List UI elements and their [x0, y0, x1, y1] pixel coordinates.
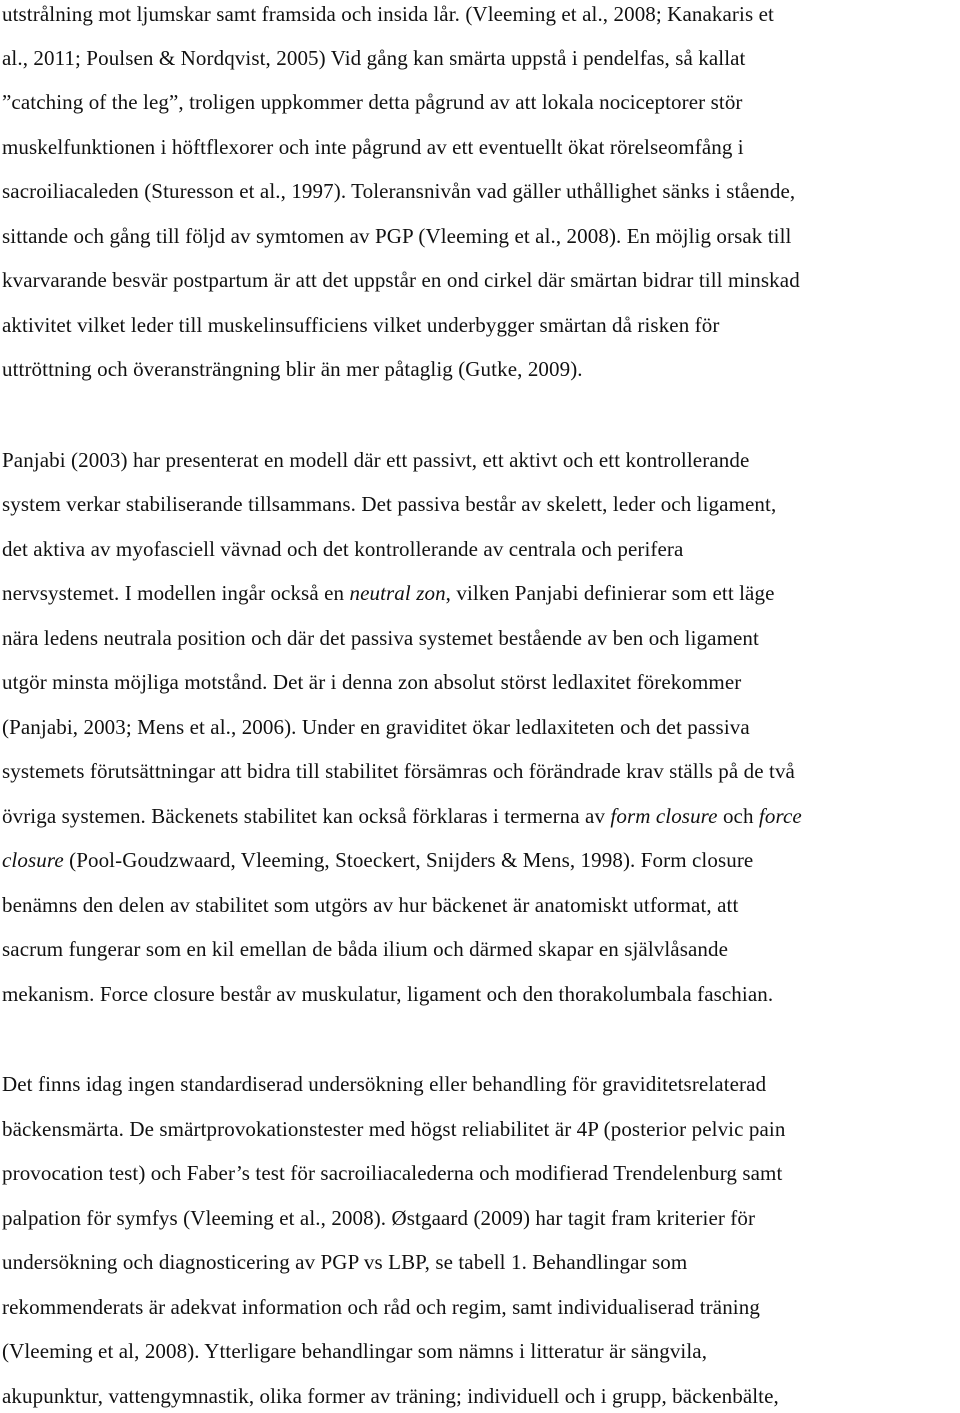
text-line: ”catching of the leg”, troligen uppkommer detta pågrund av att lokala nociceptorer stör	[2, 90, 743, 114]
text-line: system verkar stabiliserande tillsammans. Det passiva består av skelett, leder och ligament,	[2, 492, 777, 516]
text-line: utgör minsta möjliga motstånd. Det är i denna zon absolut störst ledlaxitet förekommer	[2, 670, 742, 694]
italic-term: force	[758, 804, 802, 828]
text-line: rekommenderats är adekvat information och råd och regim, samt individualiserad träning	[2, 1295, 760, 1319]
text-line: bäckensmärta. De smärtprovokationstester med högst reliabilitet är 4P (posterior pelvic pain	[2, 1117, 786, 1141]
italic-term: neutral zon	[349, 581, 446, 605]
italic-term: closure	[2, 848, 64, 872]
text-line: uttröttning och överansträngning blir än mer påtaglig (Gutke, 2009).	[2, 357, 583, 381]
text-line: kvarvarande besvär postpartum är att det uppstår en ond cirkel där smärtan bidrar till minskad	[2, 268, 800, 292]
text-line: Panjabi (2003) har presenterat en modell där ett passivt, ett aktivt och ett kontrollerande	[2, 448, 750, 472]
text-run: och	[717, 804, 759, 828]
text-run: nervsystemet. I modellen ingår också en	[2, 581, 350, 605]
text-line: akupunktur, vattengymnastik, olika former av träning; individuell och i grupp, bäckenbälte,	[2, 1384, 779, 1408]
text-line: aktivitet vilket leder till muskelinsufficiens vilket underbygger smärtan då risken för	[2, 313, 720, 337]
text-run: (Pool-Goudzwaard, Vleeming, Stoeckert, Snijders & Mens, 1998). Form closure	[63, 848, 754, 872]
text-line: palpation för symfys (Vleeming et al., 2008). Østgaard (2009) har tagit fram kriterier för	[2, 1206, 756, 1230]
text-line: mekanism. Force closure består av muskulatur, ligament och den thorakolumbala faschian.	[2, 982, 774, 1006]
text-line: nära ledens neutrala position och där det passiva systemet bestående av ben och ligament	[2, 626, 759, 650]
text-line	[2, 846, 753, 874]
text-line: sacrum fungerar som en kil emellan de båda ilium och därmed skapar en självlåsande	[2, 937, 729, 961]
text-line: provocation test) och Faber’s test för sacroiliacalederna och modifierad Trendelenburg samt	[2, 1161, 783, 1185]
italic-term: form closure	[610, 804, 718, 828]
text-run: , vilken Panjabi definierar som ett läge	[445, 581, 775, 605]
text-line: sittande och gång till följd av symtomen av PGP (Vleeming et al., 2008). En möjlig orsak till	[2, 224, 792, 248]
text-line: benämns den delen av stabilitet som utgörs av hur bäckenet är anatomiskt utformat, att	[2, 893, 739, 917]
text-line: det aktiva av myofasciell vävnad och det kontrollerande av centrala och perifera	[2, 537, 684, 561]
text-run: övriga systemen. Bäckenets stabilitet kan också förklaras i termerna av	[2, 804, 611, 828]
text-line: al., 2011; Poulsen & Nordqvist, 2005) Vid gång kan smärta uppstå i pendelfas, så kallat	[2, 46, 746, 70]
text-line: sacroiliacaleden (Sturesson et al., 1997). Toleransnivån vad gäller uthållighet sänks i stående,	[2, 179, 796, 203]
text-line: (Vleeming et al, 2008). Ytterligare behandlingar som nämns i litteratur är sängvila,	[2, 1339, 708, 1363]
text-line: utstrålning mot ljumskar samt framsida och insida lår. (Vleeming et al., 2008; Kanakaris et	[2, 2, 774, 26]
text-line	[2, 802, 802, 830]
text-line: systemets förutsättningar att bidra till stabilitet försämras och förändrade krav ställs på de två	[2, 759, 795, 783]
text-line: Det finns idag ingen standardiserad undersökning eller behandling för graviditetsrelaterad	[2, 1072, 767, 1096]
text-line	[2, 579, 775, 607]
text-line: undersökning och diagnosticering av PGP vs LBP, se tabell 1. Behandlingar som	[2, 1250, 688, 1274]
text-line: (Panjabi, 2003; Mens et al., 2006). Under en graviditet ökar ledlaxiteten och det passiva	[2, 715, 750, 739]
text-line: muskelfunktionen i höftflexorer och inte pågrund av ett eventuellt ökat rörelseomfång i	[2, 135, 744, 159]
